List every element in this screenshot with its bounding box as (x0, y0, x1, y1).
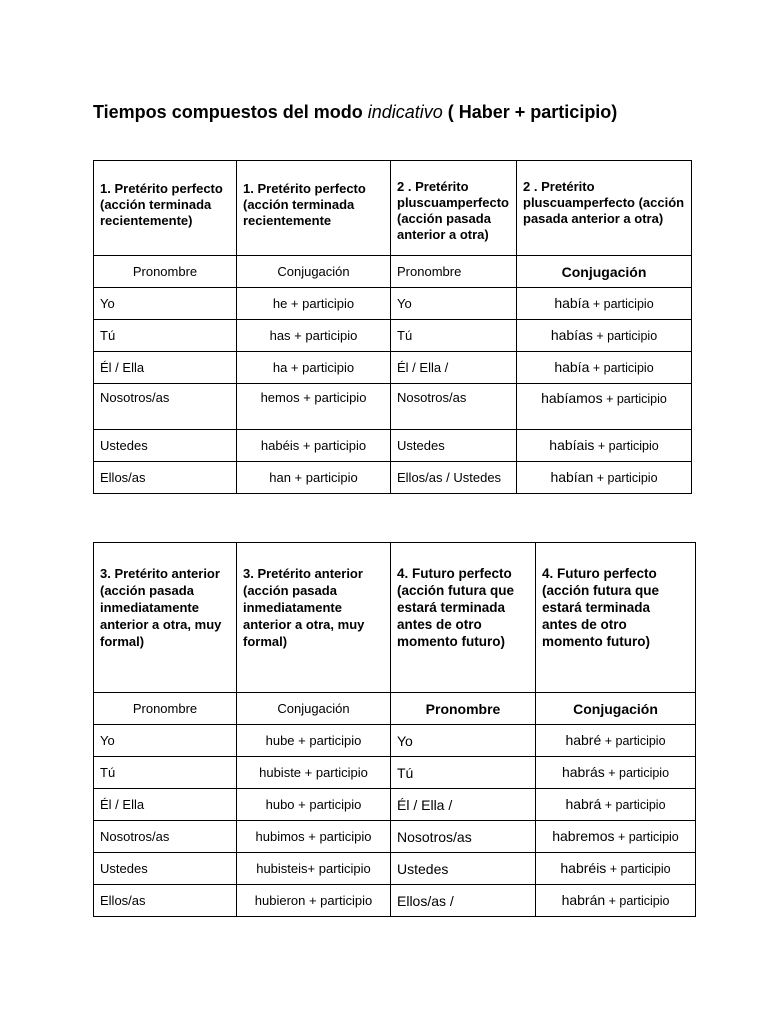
table-row (94, 288, 692, 320)
conjugation-cell: habéis + participio (237, 430, 391, 462)
conjugation-cell: había + participio (517, 352, 692, 384)
pronoun-cell: Él / Ella / (391, 352, 517, 384)
pronoun-cell: Ellos/as (94, 462, 237, 494)
conjugation-cell: hubiste + participio (237, 757, 391, 789)
subheader-row (94, 693, 696, 725)
column-header-pronombre: Pronombre (94, 256, 237, 288)
table-header-row (94, 161, 692, 256)
column-header-pronombre: Pronombre (94, 693, 237, 725)
table-header-row (94, 543, 696, 693)
conjugation-table-1 (93, 160, 692, 494)
table-row (94, 430, 692, 462)
conjugation-cell: habréis + participio (536, 853, 696, 885)
conjugation-cell: han + participio (237, 462, 391, 494)
header-cell: 3. Pretérito anterior (acción pasada inmediatamente anterior a otra, muy formal) (237, 543, 391, 693)
title-text: Tiempos compuestos del modo (93, 102, 368, 122)
table-row (94, 725, 696, 757)
title-italic-word: indicativo (367, 102, 443, 122)
column-header-pronombre: Pronombre (391, 256, 517, 288)
column-header-conjugacion: Conjugación (237, 693, 391, 725)
conjugation-cell: ha + participio (237, 352, 391, 384)
pronoun-cell: Ustedes (94, 853, 237, 885)
table-row (94, 462, 692, 494)
pronoun-cell: Ustedes (391, 430, 517, 462)
header-cell: 3. Pretérito anterior (acción pasada inmediatamente anterior a otra, muy formal) (94, 543, 237, 693)
table-row (94, 320, 692, 352)
pronoun-cell: Ellos/as / (391, 885, 536, 917)
pronoun-cell: Ellos/as / Ustedes (391, 462, 517, 494)
title-text-end: ( Haber + participio) (442, 102, 618, 122)
pronoun-cell: Yo (391, 288, 517, 320)
column-header-conjugacion: Conjugación (237, 256, 391, 288)
table-row (94, 853, 696, 885)
subheader-row (94, 256, 692, 288)
conjugation-cell: hubo + participio (237, 789, 391, 821)
conjugation-cell: había + participio (517, 288, 692, 320)
conjugation-cell: habré + participio (536, 725, 696, 757)
conjugation-cell: has + participio (237, 320, 391, 352)
conjugation-cell: hubimos + participio (237, 821, 391, 853)
pronoun-cell: Yo (391, 725, 536, 757)
table-row (94, 885, 696, 917)
table-row (94, 352, 692, 384)
conjugation-cell: habían + participio (517, 462, 692, 494)
pronoun-cell: Él / Ella / (391, 789, 536, 821)
conjugation-cell: habrán + participio (536, 885, 696, 917)
column-header-conjugacion: Conjugación (536, 693, 696, 725)
conjugation-cell: habrá + participio (536, 789, 696, 821)
pronoun-cell: Yo (94, 725, 237, 757)
pronoun-cell: Nosotros/as (94, 384, 237, 430)
conjugation-cell: habremos + participio (536, 821, 696, 853)
pronoun-cell: Nosotros/as (391, 384, 517, 430)
header-cell: 1. Pretérito perfecto (acción terminada recientemente) (94, 161, 237, 256)
pronoun-cell: Ustedes (94, 430, 237, 462)
pronoun-cell: Nosotros/as (391, 821, 536, 853)
header-cell: 4. Futuro perfecto (acción futura que estará terminada antes de otro momento futuro) (536, 543, 696, 693)
pronoun-cell: Él / Ella (94, 789, 237, 821)
pronoun-cell: Tú (94, 320, 237, 352)
conjugation-table-2 (93, 542, 696, 917)
pronoun-cell: Tú (391, 320, 517, 352)
conjugation-cell: hubisteis+ participio (237, 853, 391, 885)
conjugation-cell: habíais + participio (517, 430, 692, 462)
table-row (94, 384, 692, 430)
conjugation-cell: habíamos + participio (517, 384, 692, 430)
table-row (94, 757, 696, 789)
conjugation-cell: habías + participio (517, 320, 692, 352)
header-cell: 1. Pretérito perfecto (acción terminada recientemente (237, 161, 391, 256)
pronoun-cell: Él / Ella (94, 352, 237, 384)
pronoun-cell: Tú (391, 757, 536, 789)
conjugation-cell: he + participio (237, 288, 391, 320)
header-cell: 2 . Pretérito pluscuamperfecto (acción pasada anterior a otra) (391, 161, 517, 256)
conjugation-cell: hube + participio (237, 725, 391, 757)
pronoun-cell: Tú (94, 757, 237, 789)
header-cell: 2 . Pretérito pluscuamperfecto (acción pasada anterior a otra) (517, 161, 692, 256)
pronoun-cell: Nosotros/as (94, 821, 237, 853)
column-header-conjugacion: Conjugación (517, 256, 692, 288)
table-row (94, 789, 696, 821)
pronoun-cell: Ellos/as (94, 885, 237, 917)
table-row (94, 821, 696, 853)
header-cell: 4. Futuro perfecto (acción futura que estará terminada antes de otro momento futuro) (391, 543, 536, 693)
column-header-pronombre: Pronombre (391, 693, 536, 725)
conjugation-cell: hubieron + participio (237, 885, 391, 917)
pronoun-cell: Ustedes (391, 853, 536, 885)
conjugation-cell: hemos + participio (237, 384, 391, 430)
page-title (93, 102, 617, 123)
conjugation-cell: habrás + participio (536, 757, 696, 789)
pronoun-cell: Yo (94, 288, 237, 320)
